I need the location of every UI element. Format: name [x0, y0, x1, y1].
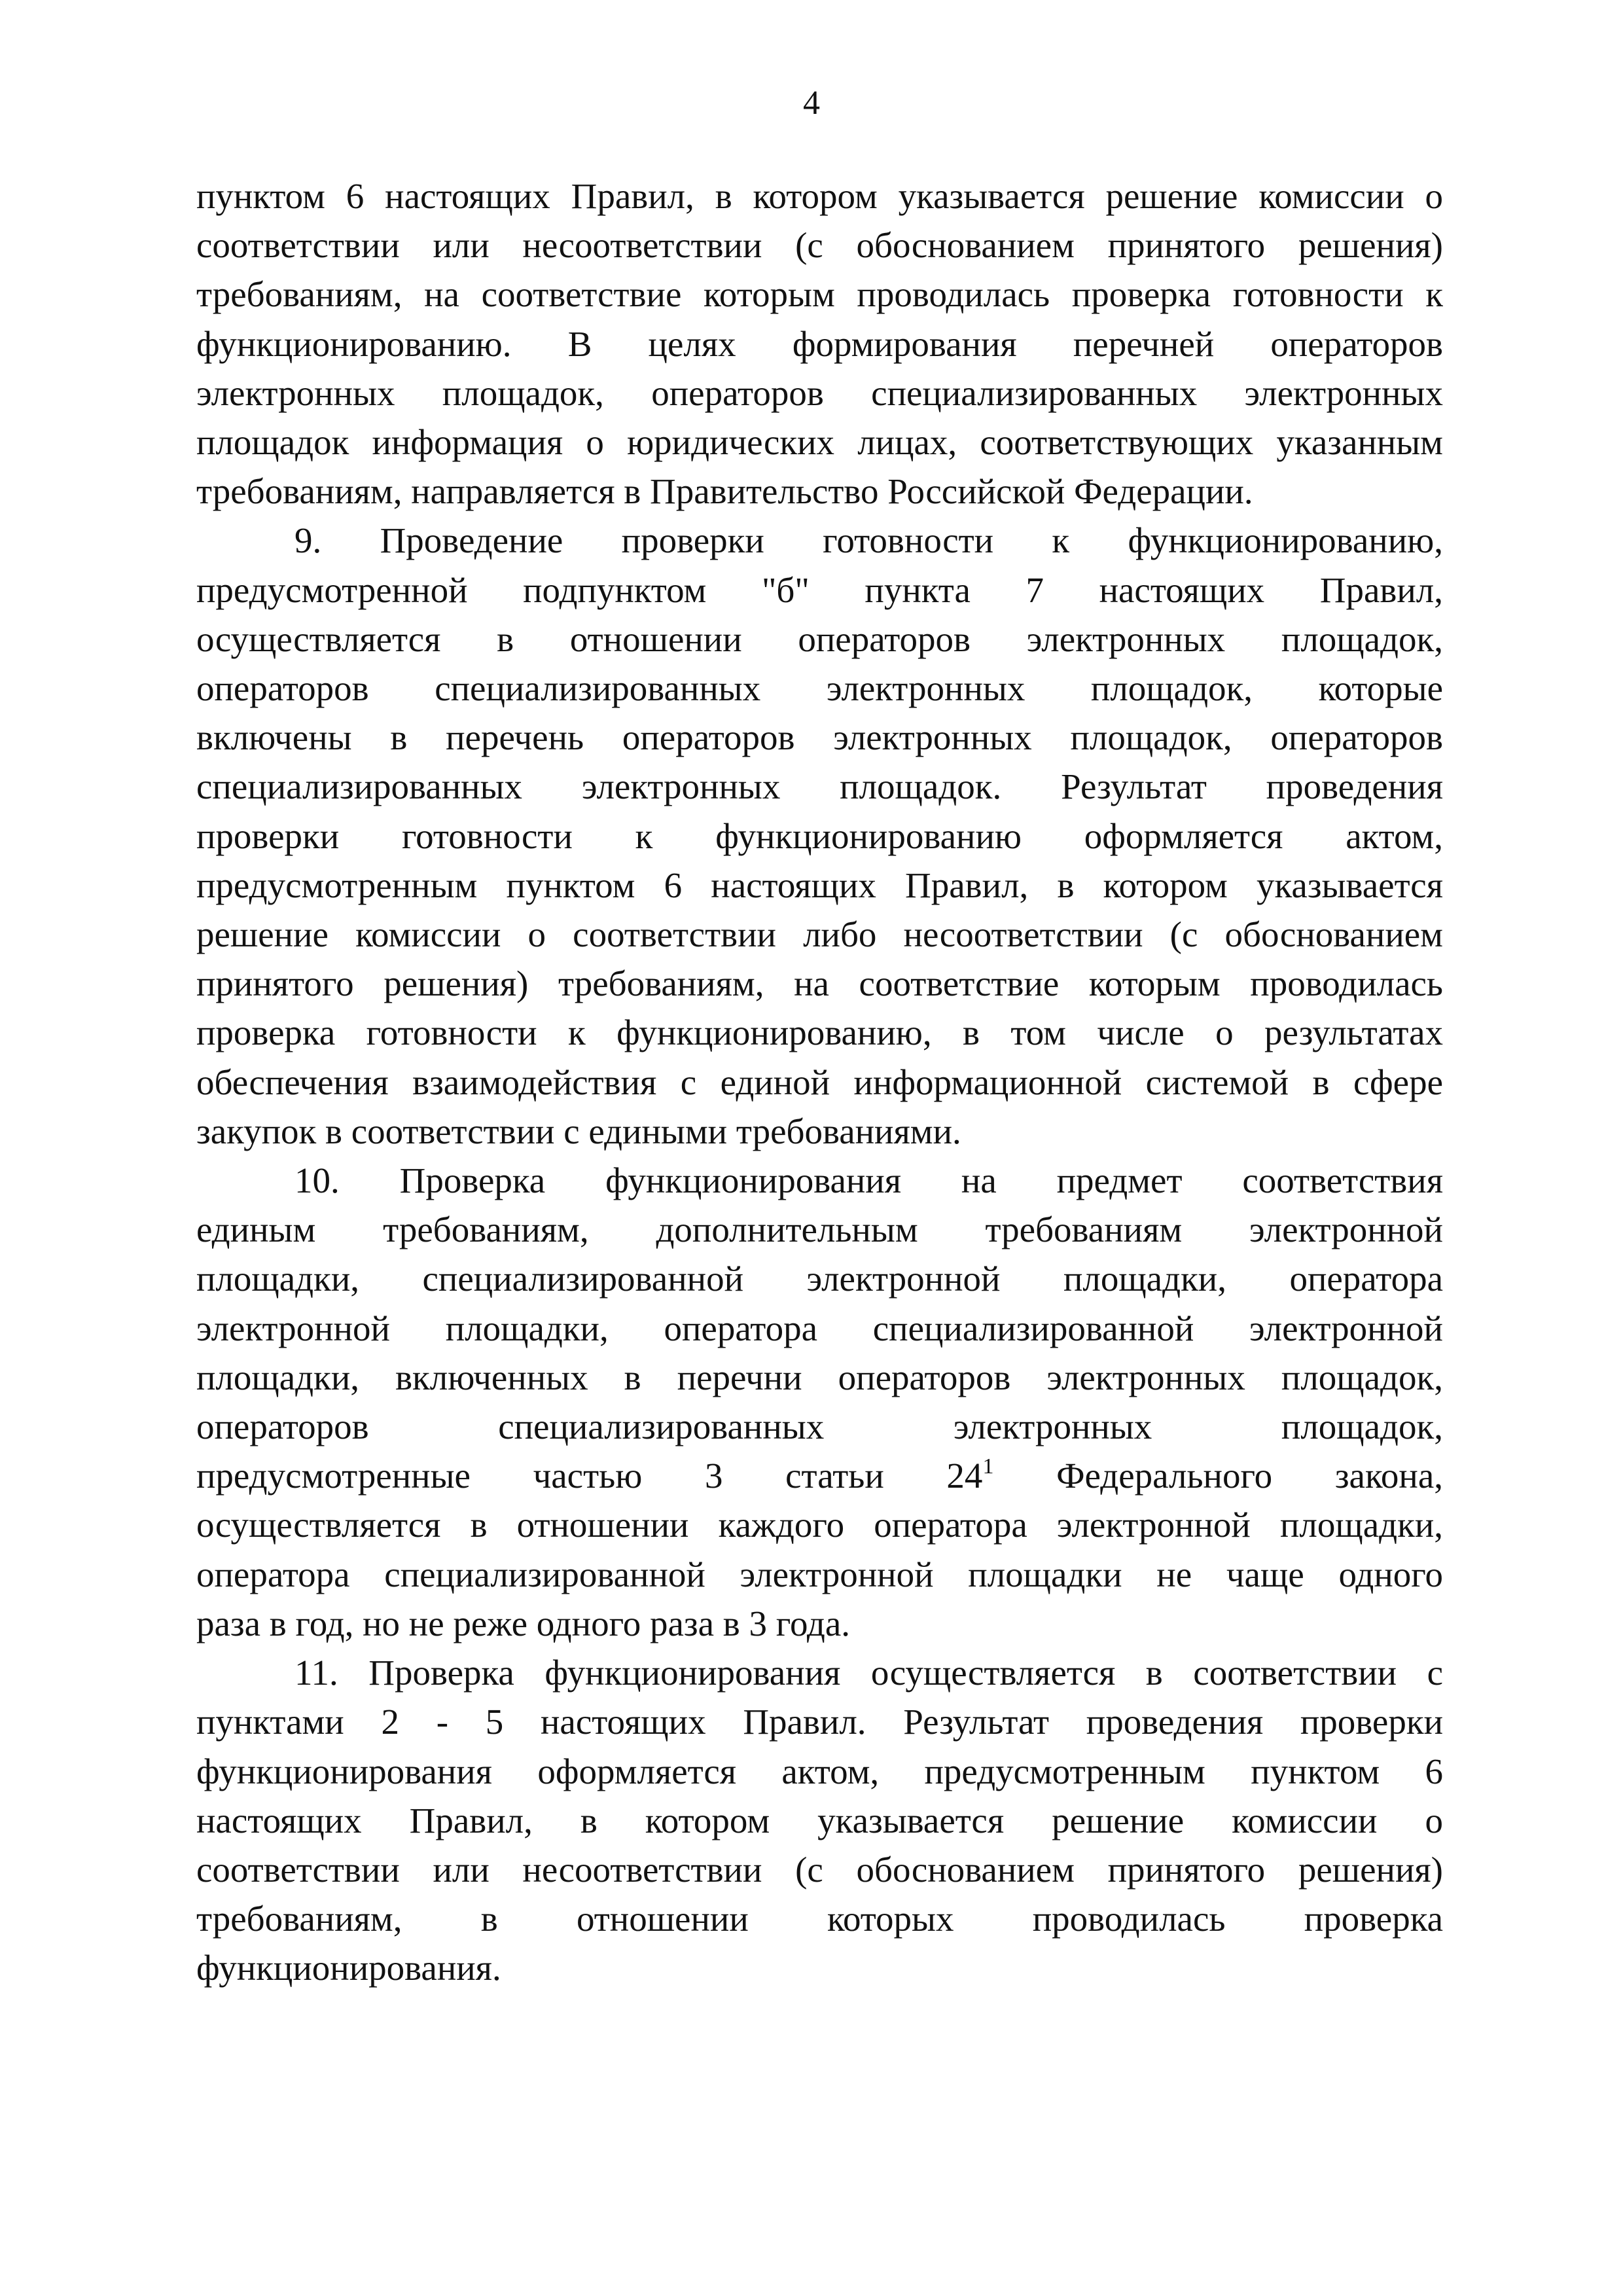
text-line: соответствии или несоответствии (с обоснованием принятого решения) — [196, 225, 1443, 266]
superscript-mark: 1 — [982, 1454, 994, 1479]
page-number: 4 — [803, 84, 820, 122]
text-line: осуществляется в отношении каждого оператора электронной площадки, — [196, 1505, 1443, 1545]
text-line: проверки готовности к функционированию оформляется актом, — [196, 816, 1443, 856]
text-line: площадки, специализированной электронной площадки, оператора — [196, 1259, 1443, 1299]
text-line: включены в перечень операторов электронных площадок, операторов — [196, 717, 1443, 758]
text-line: функционированию. В целях формирования перечней операторов — [196, 323, 1443, 364]
text-line: 10. Проверка функционирования на предмет соответствия — [294, 1160, 1443, 1201]
text-line-with-superscript — [196, 1451, 1443, 1500]
text-line: 9. Проведение проверки готовности к функционированию, — [294, 520, 1443, 561]
paragraph-11 — [196, 1648, 1443, 1992]
paragraph-8-continuation — [196, 171, 1443, 516]
text-line: функционирования оформляется актом, предусмотренным пунктом 6 — [196, 1751, 1443, 1791]
text-line: проверка готовности к функционированию, в том числе о результатах — [196, 1013, 1443, 1053]
text-line: требованиям, на соответствие которым проводилась проверка готовности к — [196, 274, 1443, 315]
text-line: закупок в соответствии с едиными требованиями. — [196, 1111, 961, 1151]
text-line: решение комиссии о соответствии либо несоответствии (с обоснованием — [196, 914, 1443, 955]
text-line: электронной площадки, оператора специализированной электронной — [196, 1308, 1443, 1348]
text-line: предусмотренной подпунктом "б" пункта 7 настоящих Правил, — [196, 569, 1443, 610]
text-line: единым требованиям, дополнительным требованиям электронной — [196, 1210, 1443, 1250]
document-body — [196, 171, 1443, 1993]
text-line: пунктами 2 - 5 настоящих Правил. Результат проведения проверки — [196, 1702, 1443, 1742]
text-line: принятого решения) требованиям, на соответствие которым проводилась — [196, 963, 1443, 1004]
text-line: требованиям, направляется в Правительство Российской Федерации. — [196, 471, 1253, 512]
text-line: обеспечения взаимодействия с единой информационной системой в сфере — [196, 1062, 1443, 1102]
text-line: пунктом 6 настоящих Правил, в котором указывается решение комиссии о — [196, 176, 1443, 216]
text-line: электронных площадок, операторов специализированных электронных — [196, 372, 1443, 413]
text-line: настоящих Правил, в котором указывается решение комиссии о — [196, 1800, 1443, 1840]
text-fragment: предусмотренные частью 3 статьи 24 — [196, 1456, 983, 1496]
text-line: функционирования. — [196, 1948, 501, 1988]
text-line: оператора специализированной электронной площадки не чаще одного — [196, 1554, 1443, 1594]
text-line: соответствии или несоответствии (с обоснованием принятого решения) — [196, 1849, 1443, 1890]
paragraph-10 — [196, 1156, 1443, 1648]
text-line: специализированных электронных площадок. Результат проведения — [196, 766, 1443, 807]
text-line: площадок информация о юридических лицах, соответствующих указанным — [196, 422, 1443, 463]
text-fragment: Федерального закона, — [993, 1456, 1443, 1496]
text-line: предусмотренным пунктом 6 настоящих Правил, в котором указывается — [196, 865, 1443, 905]
text-line: операторов специализированных электронных площадок, — [196, 1407, 1443, 1447]
text-line: площадки, включенных в перечни операторов электронных площадок, — [196, 1357, 1443, 1397]
paragraph-9 — [196, 516, 1443, 1156]
text-line: осуществляется в отношении операторов электронных площадок, — [196, 619, 1443, 659]
text-line: требованиям, в отношении которых проводилась проверка — [196, 1899, 1443, 1939]
text-line: 11. Проверка функционирования осуществляется в соответствии с — [294, 1653, 1443, 1693]
text-line: раза в год, но не реже одного раза в 3 года. — [196, 1603, 851, 1643]
text-line: операторов специализированных электронных площадок, которые — [196, 668, 1443, 709]
